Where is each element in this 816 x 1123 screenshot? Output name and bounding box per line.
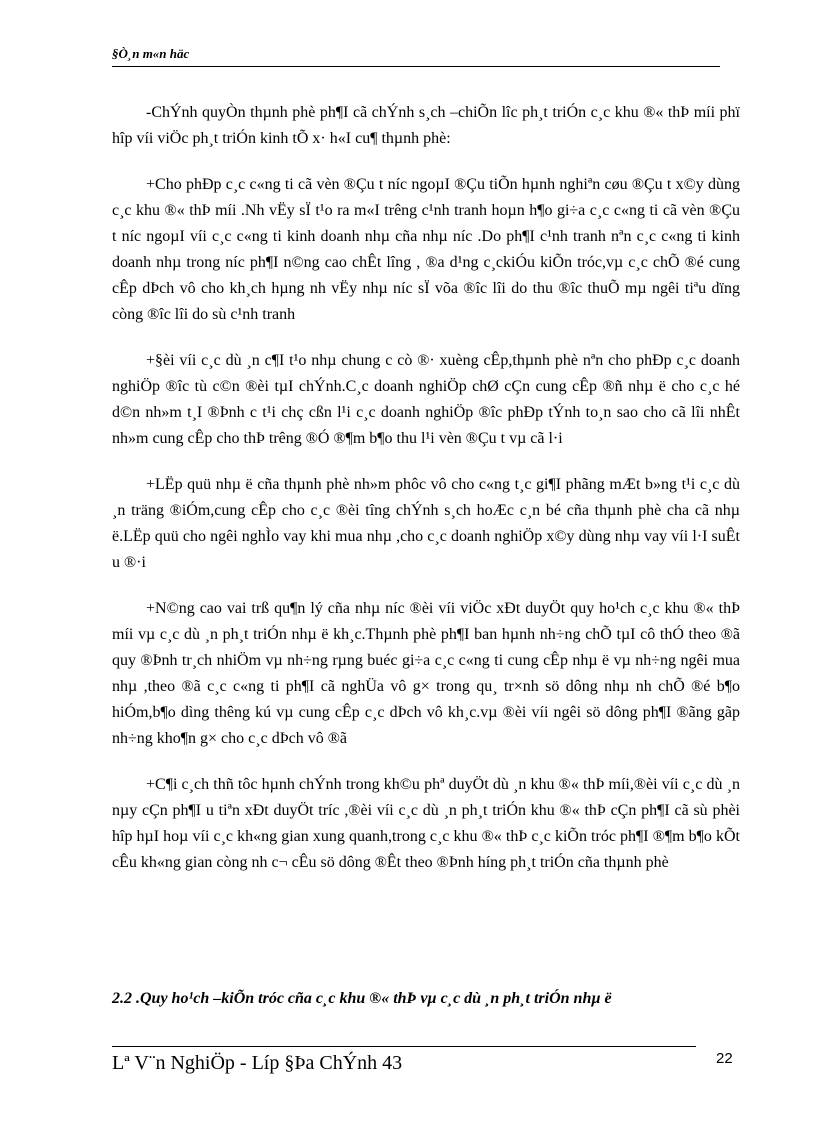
paragraph-1: -ChÝnh quyÒn thµnh phè ph¶I cã chÝnh s¸ch –chiÕn lîc ph¸t triÓn c¸c khu ®« thÞ míi phï hîp víi viÖc ph¸t triÓn kinh tÕ x· h«I cu¶ thµnh phè: (112, 104, 740, 147)
page-number: 22 (716, 1050, 733, 1067)
paragraph-5: +N©ng cao vai trß qu¶n lý cña nhµ níc ®èi víi viÖc xÐt duyÖt quy ho¹ch c¸c khu ®« thÞ míi vµ c¸c dù ¸n ph¸t triÓn nhµ ë kh¸c.Thµnh phè ph¶I ban hµnh nh÷ng chÕ tµI cô thÓ theo ®ã quy ®Þnh tr¸ch nhiÖm vµ nh÷ng rµng buéc gi÷a c¸c c«ng ti cung cÊp nhµ ë vµ nh÷ng ngêi mua nhµ ,theo ®ã c¸c c«ng ti ph¶I cã nghÜa vô g× trong qu¸ tr×nh sö dông nhµ nh chÕ ®é b¶o hiÓm,b¶o dìng thêng kú vµ cung cÊp c¸c dÞch vô kh¸c.vµ ®èi víi ngêi sö dông ph¶I ®ãng gãp nh÷ng kho¶n g× cho c¸c dÞch vô ®ã (112, 600, 740, 747)
footer-divider (112, 1046, 696, 1047)
document-body (112, 100, 740, 896)
header-title: §Ò¸n m«n häc (112, 46, 190, 61)
footer-author: Lª V¨n NghiÖp - Líp §Þa ChÝnh 43 (112, 1052, 403, 1074)
page-header (112, 44, 720, 67)
paragraph-6: +C¶i c¸ch thñ tôc hµnh chÝnh trong kh©u phª duyÖt dù ¸n khu ®« thÞ míi,®èi víi c¸c dù ¸n nµy cÇn ph¶I u tiªn xÐt duyÖt tríc ,®èi víi c¸c dù ¸n ph¸t triÓn khu ®« thÞ cÇn ph¶I cã sù phèi hîp hµI hoµ víi c¸c kh«ng gian xung quanh,trong c¸c khu ®« thÞ c¸c kiÕn tróc ph¶I ®¶m b¶o kÕt cÊu kh«ng gian còng nh c¬ cÊu sö dông ®Êt theo ®Þnh híng ph¸t triÓn cña thµnh phè (112, 776, 740, 871)
paragraph-4: +LËp quü nhµ ë cña thµnh phè nh»m phôc vô cho c«ng t¸c gi¶I phãng mÆt b»ng t¹i c¸c dù ¸n träng ®iÓm,cung cÊp cho c¸c ®èi tîng chÝnh s¸ch hoÆc c¸n bé cña thµnh phè cha cã nhµ ë.LËp quü cho ngêi nghÌo vay khi mua nhµ ,cho c¸c doanh nghiÖp x©y dùng nhµ vay víi l·I suÊt u ®·i (112, 476, 740, 571)
paragraph-2: +Cho phÐp c¸c c«ng ti cã vèn ®Çu t níc ngoµI ®Çu tiÕn hµnh nghiªn cøu ®Çu t x©y dùng c¸c khu ®« thÞ míi .Nh vËy sÏ t¹o ra m«I trêng c¹nh tranh hoµn h¶o gi÷a c¸c c«ng ti cã vèn ®Çu t níc ngoµI víi c¸c c«ng ti kinh doanh nhµ cña nhµ níc .Do ph¶I c¹nh tranh nªn c¸c c«ng ti kinh doanh nhµ trong níc ph¶I n©ng cao chÊt lîng , ®a d¹ng c¸ckiÓu kiÕn tróc,vµ c¸c chÕ ®é cung cÊp dÞch vô cho kh¸ch hµng nh vËy nhµ níc sÏ võa ®îc lîi do thu ®îc thuÕ mµ ngêi tiªu dïng còng ®îc lîi do sù c¹nh tranh (112, 176, 740, 323)
paragraph-3: +§èi víi c¸c dù ¸n c¶I t¹o nhµ chung c cò ®· xuèng cÊp,thµnh phè nªn cho phÐp c¸c doanh nghiÖp ®îc tù c©n ®èi tµI chÝnh.C¸c doanh nghiÖp chØ cÇn cung cÊp ®ñ nhµ ë cho c¸c hé d©n nh»m t¸I ®Þnh c t¹i chç cßn l¹i c¸c doanh nghiÖp ®îc phÐp tÝnh to¸n sao cho cã lîi nhÊt nh»m cung cÊp cho thÞ trêng ®Ó ®¶m b¶o thu l¹i vèn ®Çu t vµ cã l·i (112, 352, 740, 447)
section-heading: 2.2 .Quy ho¹ch –kiÕn tróc cña c¸c khu ®« thÞ vµ c¸c dù ¸n ph¸t triÓn nhµ ë (112, 990, 612, 1007)
